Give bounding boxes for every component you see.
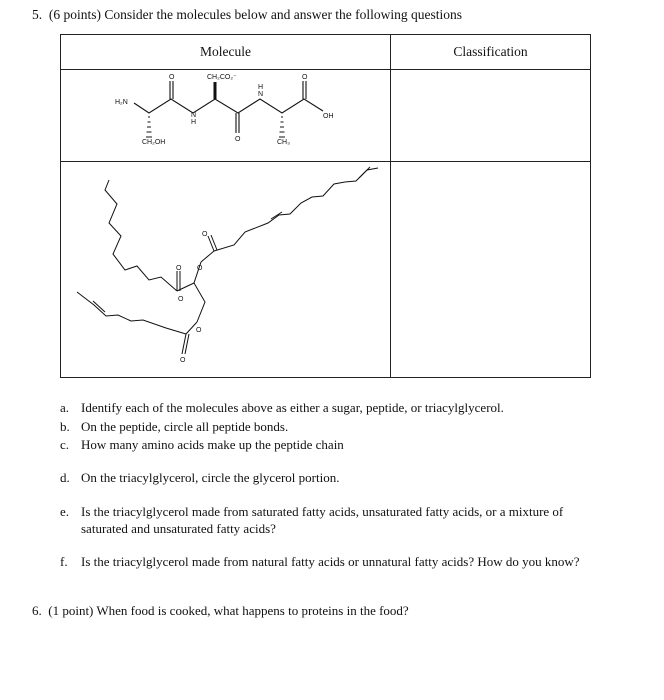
label-h-1: H [191,119,197,126]
label-n-1: N [191,112,197,119]
peptide-cell [61,70,391,162]
peptide-classification-cell[interactable] [391,70,591,162]
question-6-text: (1 point) When food is cooked, what happens to proteins in the food? [48,603,409,618]
subquestion-c-label: c. [60,437,70,452]
label-ch2oh: CH₂OH [142,139,166,146]
subquestion-d [60,469,339,486]
subquestion-f [60,553,640,570]
label-o-carbonyl-mid: O [176,265,182,272]
subquestion-f-label: f. [60,554,68,569]
subquestion-e-label: e. [60,504,70,519]
label-o-carbonyl-bottom: O [180,357,186,364]
label-o-1: O [169,74,175,81]
label-oh: OH [323,113,334,120]
label-o-carbonyl-top: O [202,231,208,238]
label-ch3: CH₃ [277,139,290,146]
label-o-ester-bottom: O [196,327,202,334]
subquestion-d-text: On the triacylglycerol, circle the glycerol portion. [81,470,340,485]
label-o-2: O [302,74,308,81]
classification-header: Classification [391,35,591,70]
label-o-ester-top: O [197,265,203,272]
label-h-2: H [258,84,264,91]
subquestion-e [60,503,600,537]
subquestion-d-label: d. [60,470,70,485]
triglyceride-classification-cell[interactable] [391,162,591,378]
subquestion-a-text: Identify each of the molecules above as either a sugar, peptide, or triacylglycerol. [81,400,504,415]
molecule-header: Molecule [61,35,391,70]
question-5-text: (6 points) Consider the molecules below and answer the following questions [48,7,463,22]
subquestion-e-text: Is the triacylglycerol made from saturated fatty acids, unsaturated fatty acids, or a mixture of saturated and unsaturated fatty acids? [81,504,564,536]
molecule-table [60,34,591,378]
question-6 [32,603,409,619]
subquestion-c-text: How many amino acids make up the peptide chain [81,437,344,452]
triglyceride-cell [61,162,391,378]
subquestion-b [60,418,288,435]
triglyceride-structure [61,162,390,377]
label-o-3: O [235,136,241,143]
subquestion-a [60,399,504,416]
label-o-ester-mid: O [178,296,184,303]
label-n-2: N [258,91,264,98]
label-h2n: H₂N [115,99,128,106]
subquestion-a-label: a. [60,400,70,415]
question-5 [32,7,462,23]
subquestion-b-label: b. [60,419,70,434]
subquestion-c [60,436,344,453]
question-5-number: 5. [32,7,43,22]
question-6-number: 6. [32,603,42,618]
subquestion-f-text: Is the triacylglycerol made from natural fatty acids or unnatural fatty acids? How do you know? [81,554,580,569]
peptide-structure [61,70,390,161]
subquestion-b-text: On the peptide, circle all peptide bonds. [81,419,289,434]
label-ch2co2: CH₂CO₂⁻ [207,74,237,81]
